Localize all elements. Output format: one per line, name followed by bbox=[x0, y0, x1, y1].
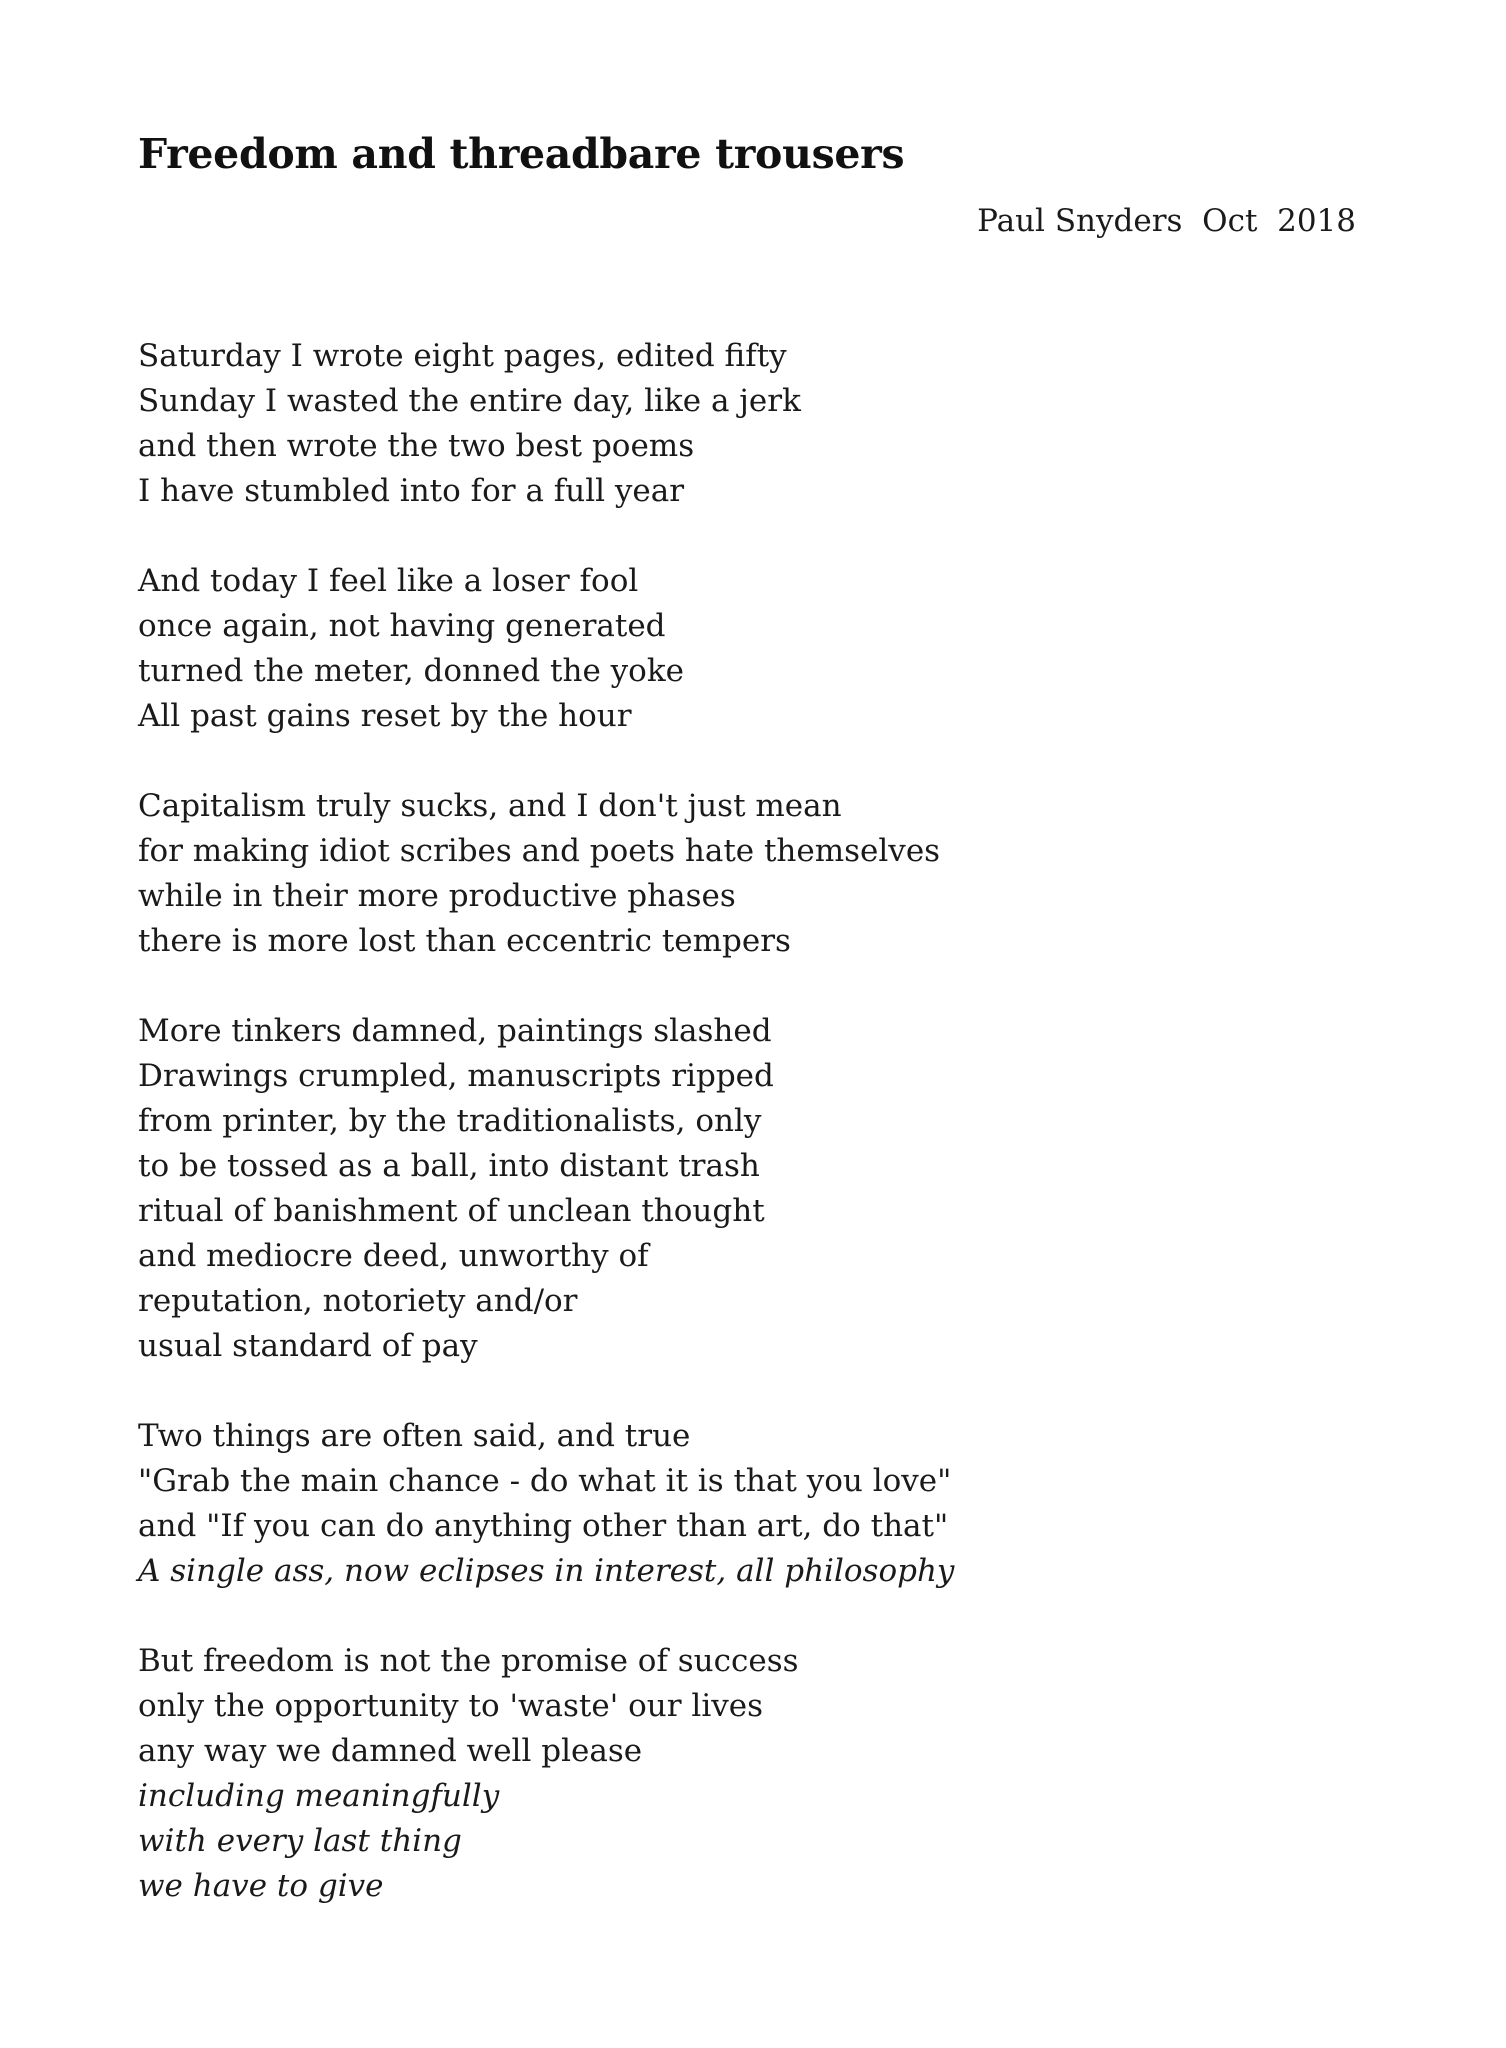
poem-line: only the opportunity to 'waste' our lives bbox=[138, 1688, 763, 1724]
poem-line: Sunday I wasted the entire day, like a jerk bbox=[138, 383, 801, 419]
stanza bbox=[138, 1414, 1338, 1594]
poem-line: any way we damned well please bbox=[138, 1733, 643, 1769]
poem-line: Capitalism truly sucks, and I don't just mean bbox=[138, 788, 842, 824]
poem-title: Freedom and threadbare trousers bbox=[138, 130, 905, 178]
poem-line: including meaningfully bbox=[138, 1778, 500, 1814]
poem-line: And today I feel like a loser fool bbox=[138, 563, 639, 599]
poem-line: with every last thing bbox=[138, 1823, 462, 1859]
poem-line: usual standard of pay bbox=[138, 1328, 478, 1364]
poem-line: and "If you can do anything other than art, do that" bbox=[138, 1508, 949, 1544]
poem-line: I have stumbled into for a full year bbox=[138, 473, 685, 509]
poem-line: while in their more productive phases bbox=[138, 878, 736, 914]
poem-line: once again, not having generated bbox=[138, 608, 666, 644]
stanza bbox=[138, 559, 1338, 739]
poem-line: from printer, by the traditionalists, only bbox=[138, 1103, 762, 1139]
poem-line: for making idiot scribes and poets hate themselves bbox=[138, 833, 941, 869]
poem-line: Saturday I wrote eight pages, edited fifty bbox=[138, 338, 787, 374]
poem-line: ritual of banishment of unclean thought bbox=[138, 1193, 765, 1229]
poem-line: turned the meter, donned the yoke bbox=[138, 653, 684, 689]
poem-line: there is more lost than eccentric tempers bbox=[138, 923, 791, 959]
poem-line: we have to give bbox=[138, 1868, 384, 1904]
poem-line: A single ass, now eclipses in interest, all philosophy bbox=[138, 1553, 955, 1589]
stanza bbox=[138, 784, 1338, 964]
poem-line: reputation, notoriety and/or bbox=[138, 1283, 578, 1319]
stanza bbox=[138, 1009, 1338, 1369]
author-date-byline: Paul Snyders Oct 2018 bbox=[977, 203, 1356, 239]
poem-line: and mediocre deed, unworthy of bbox=[138, 1238, 649, 1274]
poem-line: More tinkers damned, paintings slashed bbox=[138, 1013, 772, 1049]
poem-line: to be tossed as a ball, into distant trash bbox=[138, 1148, 760, 1184]
poem-line: "Grab the main chance - do what it is that you love" bbox=[138, 1463, 952, 1499]
poem-body bbox=[138, 334, 1338, 1954]
stanza bbox=[138, 1639, 1338, 1909]
poem-line: All past gains reset by the hour bbox=[138, 698, 632, 734]
poem-line: and then wrote the two best poems bbox=[138, 428, 695, 464]
poem-line: Two things are often said, and true bbox=[138, 1418, 691, 1454]
poem-line: Drawings crumpled, manuscripts ripped bbox=[138, 1058, 774, 1094]
poem-line: But freedom is not the promise of success bbox=[138, 1643, 799, 1679]
stanza bbox=[138, 334, 1338, 514]
